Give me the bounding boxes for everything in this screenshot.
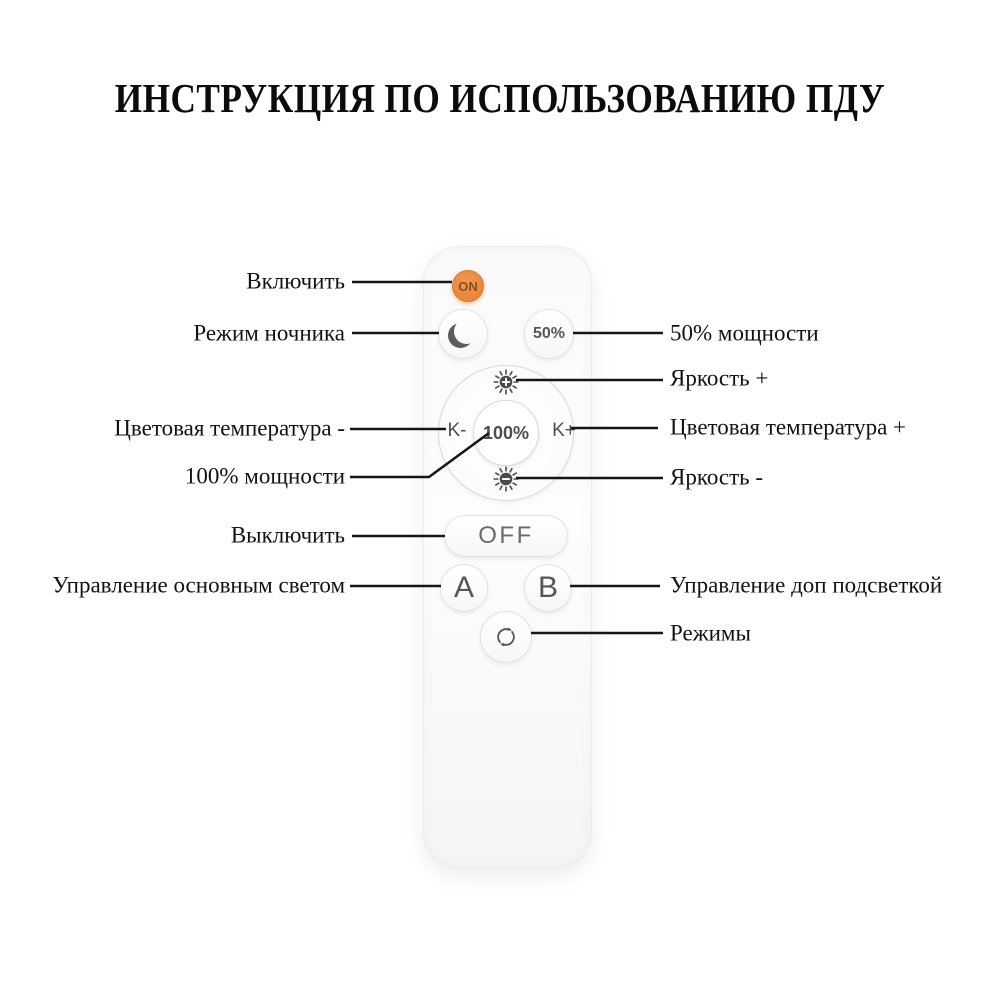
modes-button — [480, 611, 532, 663]
full-power-label: 100% — [482, 422, 530, 443]
annotation-full-power: 100% мощности — [184, 463, 345, 489]
channel-a-button — [440, 564, 488, 612]
night-mode-button — [438, 309, 488, 359]
annotation-modes: Режимы — [670, 620, 751, 646]
annotation-half-power: 50% мощности — [670, 320, 819, 346]
half-power-label: 50% — [532, 325, 566, 342]
channel-b-label: B — [537, 571, 558, 604]
cycle-icon — [492, 623, 520, 651]
annotation-aux-light: Управление доп подсветкой — [670, 572, 943, 598]
remote-body — [423, 246, 592, 869]
annotation-night-mode: Режим ночника — [193, 320, 345, 346]
full-power-button — [473, 400, 539, 466]
color-temp-minus-button: K- — [447, 420, 467, 441]
brightness-minus-icon — [493, 466, 519, 492]
channel-b-button — [524, 564, 572, 612]
power-off-button — [444, 515, 568, 557]
annotation-main-light: Управление основным светом — [52, 572, 345, 598]
annotation-power-on: Включить — [246, 268, 345, 294]
color-temp-plus-button: K+ — [552, 420, 576, 441]
annotation-brightness-minus: Яркость - — [670, 464, 764, 490]
annotation-color-temp-minus: Цветовая температура - — [114, 415, 345, 441]
half-power-button — [524, 309, 574, 359]
channel-a-label: A — [453, 571, 474, 604]
power-off-label: OFF — [478, 522, 534, 549]
annotation-power-off: Выключить — [230, 522, 345, 548]
annotation-color-temp-plus: Цветовая температура + — [670, 414, 907, 440]
page-title: ИНСТРУКЦИЯ ПО ИСПОЛЬЗОВАНИЮ ПДУ — [114, 75, 886, 121]
power-on-label: ON — [458, 278, 478, 294]
brightness-plus-icon — [493, 369, 519, 395]
power-on-button — [452, 270, 484, 302]
moon-icon — [454, 319, 479, 344]
annotation-brightness-plus: Яркость + — [670, 365, 769, 391]
